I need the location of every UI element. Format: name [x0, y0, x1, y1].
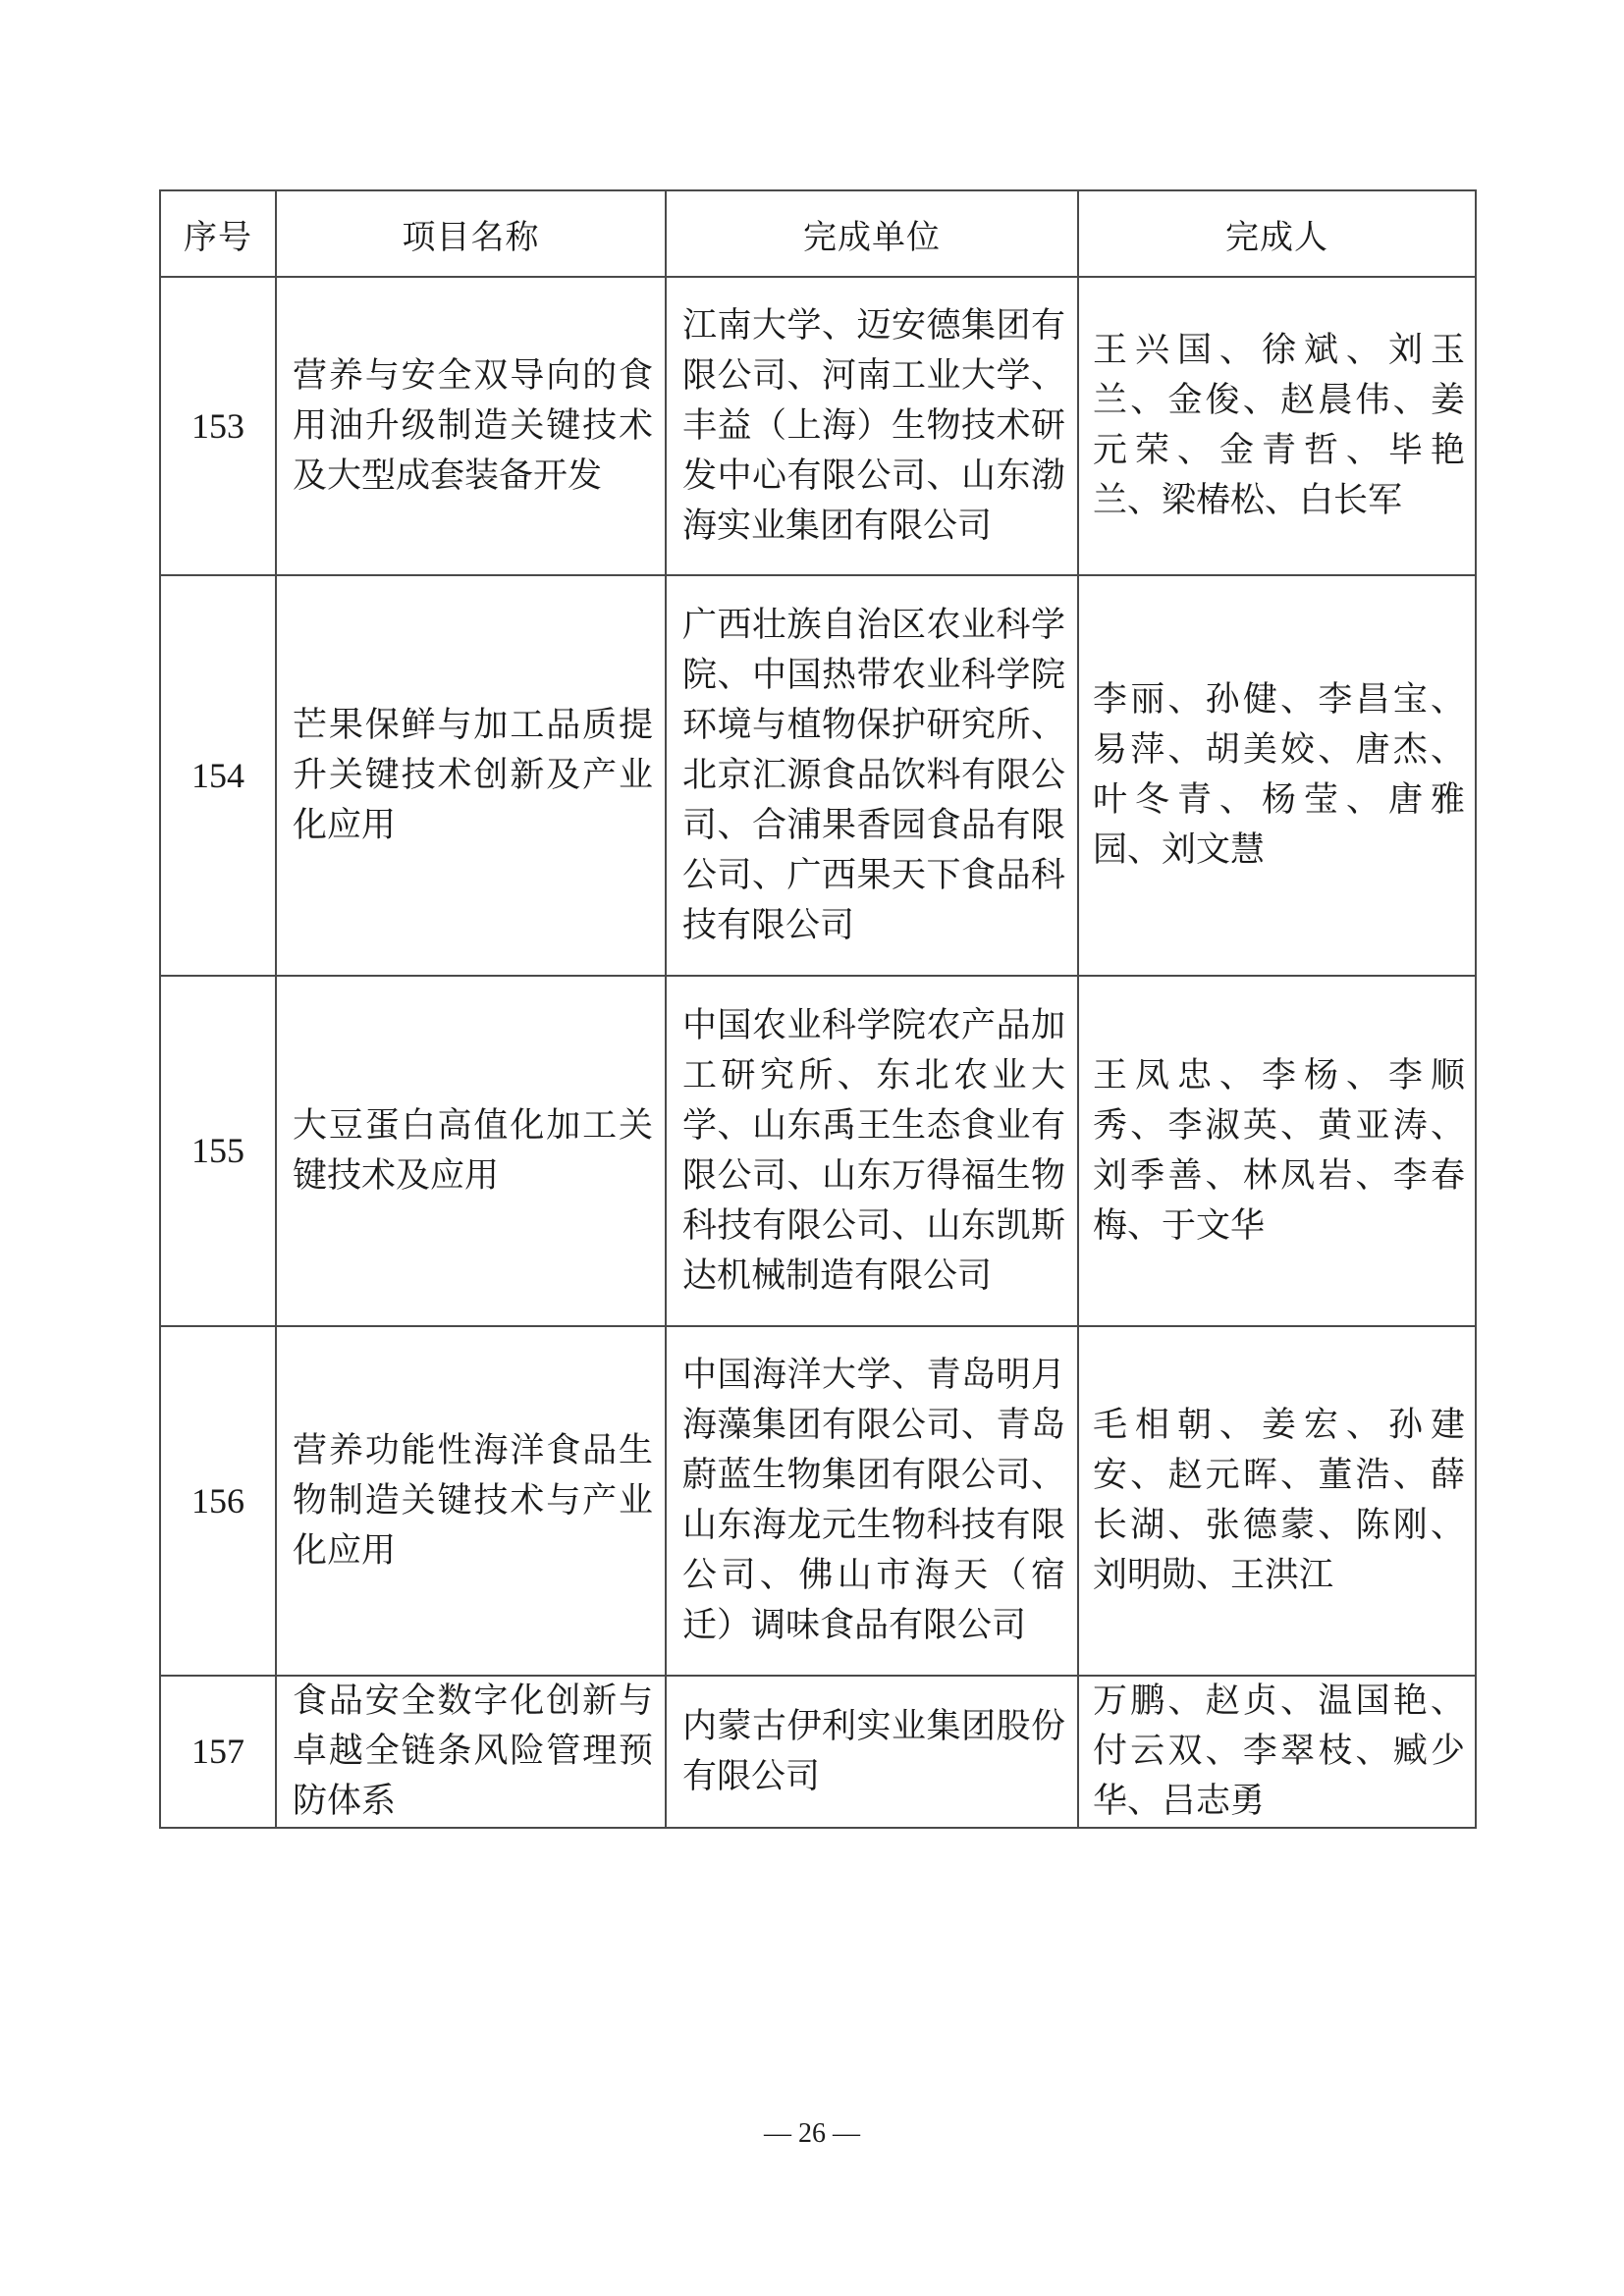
row-completing-unit: 内蒙古伊利实业集团股份有限公司 — [682, 1706, 1065, 1796]
header-completing-unit: 完成单位 — [666, 190, 1078, 277]
awards-table — [159, 189, 1477, 1829]
row-completing-unit: 广西壮族自治区农业科学院、中国热带农业科学院环境与植物保护研究所、北京汇源食品饮料有限公司、合浦果香园食品有限公司、广西果天下食品科技有限公司 — [682, 605, 1065, 945]
row-completing-people: 王兴国、徐斌、刘玉兰、金俊、赵晨伟、姜元荣、金青哲、毕艳兰、梁椿松、白长军 — [1093, 331, 1465, 520]
row-project-name: 芒果保鲜与加工品质提升关键技术创新及产业化应用 — [293, 705, 653, 845]
header-completing-people: 完成人 — [1078, 190, 1476, 277]
awards-table-container — [159, 189, 1475, 1829]
row-project-name: 大豆蛋白高值化加工关键技术及应用 — [293, 1105, 653, 1196]
row-completing-unit: 江南大学、迈安德集团有限公司、河南工业大学、丰益（上海）生物技术研发中心有限公司、山东渤海实业集团有限公司 — [682, 305, 1065, 546]
row-completing-unit: 中国海洋大学、青岛明月海藻集团有限公司、青岛蔚蓝生物集团有限公司、山东海龙元生物科技有限公司、佛山市海天（宿迁）调味食品有限公司 — [682, 1356, 1065, 1645]
table-row — [160, 1326, 1476, 1676]
row-index: 156 — [160, 1326, 276, 1676]
table-row — [160, 1676, 1476, 1828]
row-completing-people: 万鹏、赵贞、温国艳、付云双、李翠枝、臧少华、吕志勇 — [1093, 1682, 1465, 1821]
table-header-row — [160, 190, 1476, 277]
row-index: 157 — [160, 1676, 276, 1828]
header-index: 序号 — [160, 190, 276, 277]
row-index: 154 — [160, 575, 276, 976]
table-row — [160, 277, 1476, 575]
row-index: 153 — [160, 277, 276, 575]
row-project-name: 营养与安全双导向的食用油升级制造关键技术及大型成套装备开发 — [293, 355, 653, 496]
row-project-name: 食品安全数字化创新与卓越全链条风险管理预防体系 — [293, 1682, 653, 1821]
row-completing-people: 李丽、孙健、李昌宝、易萍、胡美姣、唐杰、叶冬青、杨莹、唐雅园、刘文慧 — [1093, 680, 1465, 870]
header-project-name: 项目名称 — [276, 190, 666, 277]
row-completing-people: 毛相朝、姜宏、孙建安、赵元晖、董浩、薛长湖、张德蒙、陈刚、刘明勋、王洪江 — [1093, 1406, 1465, 1595]
page-number: — 26 — — [764, 2118, 860, 2149]
table-row — [160, 575, 1476, 976]
row-index: 155 — [160, 976, 276, 1326]
row-completing-unit: 中国农业科学院农产品加工研究所、东北农业大学、山东禹王生态食业有限公司、山东万得福生物科技有限公司、山东凯斯达机械制造有限公司 — [682, 1005, 1065, 1296]
row-project-name: 营养功能性海洋食品生物制造关键技术与产业化应用 — [293, 1430, 653, 1571]
row-completing-people: 王凤忠、李杨、李顺秀、李淑英、黄亚涛、刘季善、林凤岩、李春梅、于文华 — [1093, 1055, 1465, 1246]
table-row — [160, 976, 1476, 1326]
